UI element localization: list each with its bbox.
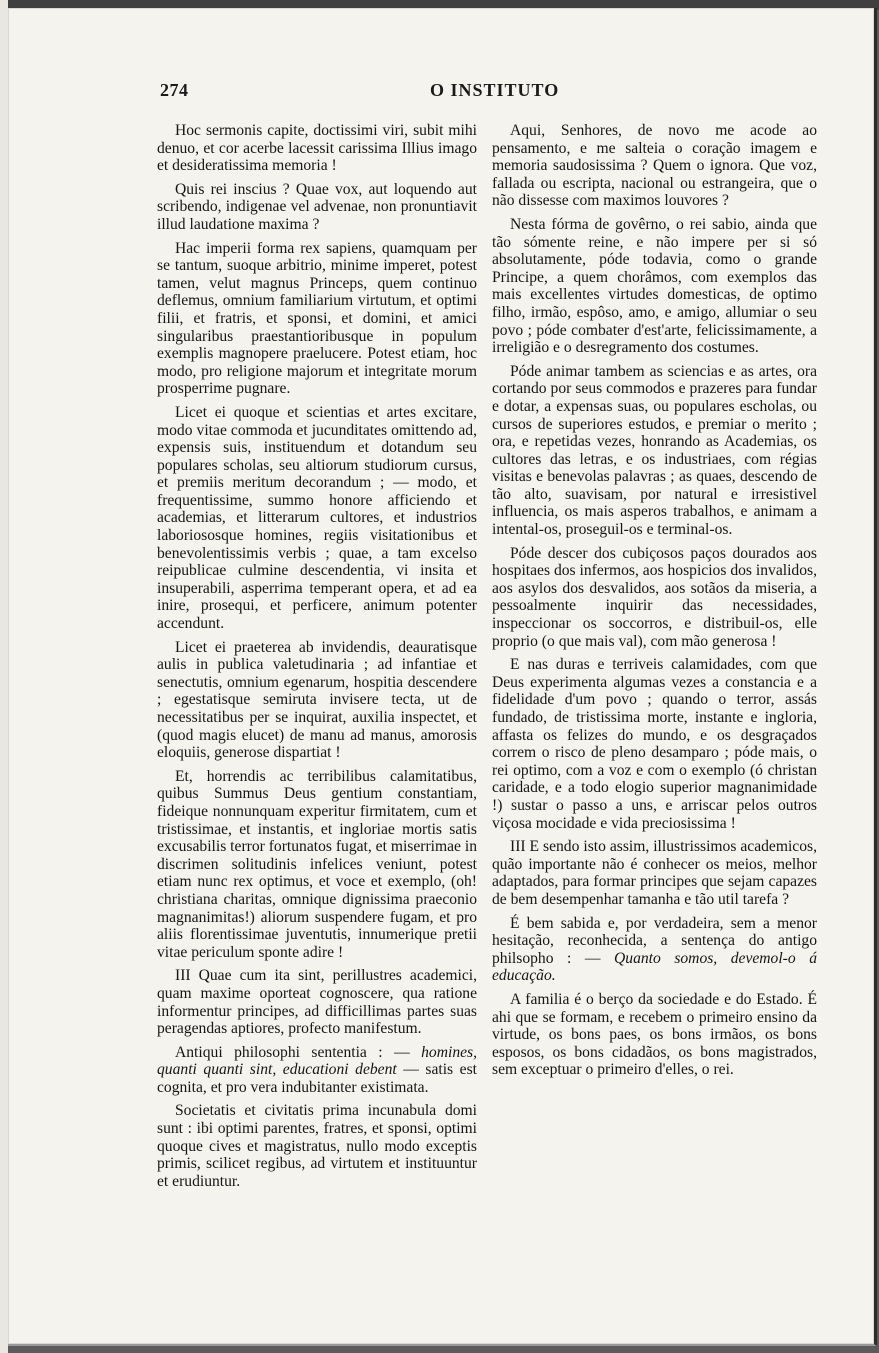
paragraph: Et, horrendis ac terribilibus calamitatibus, quibus Summus Deus gentium constantiam, fideique nonnunquam experitur firmitatem, cum et tristissimae, et instantis, et ingloriae mortis satis excusabilis terror fortunatos fugat, et miserrimae in discrimen solitudinis infelices veniunt, potest etiam nunc rex optimus, et voce et exemplo, (oh! christiana charitas, omnique dignissima praeconio magnanimitas!) aliorum suspendere fugam, et pro aliis florentissimae juventutis, innumerique pretii vitae periculum sponte adire ! [157,767,477,961]
paragraph: Aqui, Senhores, de novo me acode ao pensamento, e me salteia o coração imagem e memoria saudosissima ? Quem o ignora. Que voz, fallada ou escripta, nacional ou estrangeira, que o não dissesse com maximos louvores ? [492,122,817,210]
page-left-margin [0,0,8,1353]
paragraph: Nesta fórma de govêrno, o rei sabio, ainda que tão sómente reine, e não impere per si só absolutamente, póde todavia, como o grande Principe, a quem chorâmos, com exemplos das mais excellentes virtudes domesticas, de optimo filho, irmão, espôso, amo, e amigo, allumiar o seu povo ; póde combater d'est'arte, felicissimamente, a irreligião e o desregramento dos costumes. [492,215,817,357]
paragraph: A familia é o berço da sociedade e do Estado. É ahi que se formam, e recebem o primeiro ensino da virtude, os bons paes, os bons irmãos, os bons esposos, os bons cidadãos, os bons magistrados, sem exceptuar o primeiro d'elles, o rei. [492,990,817,1079]
paragraph: Quis rei inscius ? Quae vox, aut loquendo aut scribendo, indigenae vel advenae, non pronuntiavit illud laudatione maxima ? [157,180,477,233]
paragraph: Licet ei praeterea ab invidendis, deauratisque aulis in publica valetudinaria ; ad infantiae et senectutis, omnium egenarum, hospitia descendere ; egestatisque semiruta invisere tecta, ut de necessitatibus per se inquirat, auxilia inspectet, et (quod magis elucet) de manu ad manus, amorosis eloquiis, generose dispartiat ! [157,638,477,762]
paragraph: Licet ei quoque et scientias et artes excitare, modo vitae commoda et jucunditates omittendo ad, expensis suis, instituendum et dotandum seu populares scholas, seu altiorum studiorum cursus, et premiis meritum decorandum ; — modo, et frequentissime, summo honore afficiendo et academias, et litterarum cultores, et industrios laboriososque homines, regiis visitationibus et benevolentissimis verbis ; quae, a tam excelso reipublicae culmine descendentia, vi insita et insuperabili, asperrima temperant opera, et ad ea inire, prosequi, et perficere, animum potenter accendunt. [157,403,477,633]
paragraph: É bem sabida e, por verdadeira, sem a menor hesitação, reconhecida, a sentença do antigo philsopho : — Quanto somos, devemol-o á educação. [492,914,817,985]
running-head: O INSTITUTO [430,80,560,100]
paragraph: Póde animar tambem as sciencias e as artes, ora cortando por seus commodos e prazeres para fundar e dotar, a expensas suas, ou populares escholas, ou cursos de superiores estudos, e premiar o merito ; ora, e repetidas vezes, honrando as Academias, os cultores das letras, e os industriaes, com régias visitas e benevolas palavras ; as quaes, descendo de tão alto, suavisam, por natural e irresistivel influencia, os mais asperos trabalhos, e animam a intental-os, proseguil-os e terminal-os. [492,362,817,539]
paragraph: E nas duras e terriveis calamidades, com que Deus experimenta algumas vezes a constancia e a fidelidade d'um povo ; quando o terror, assás fundado, de tristissima morte, instante e ingloria, affasta os felizes do mundo, e os desgraçados correm o risco de pleno desamparo ; póde mais, o rei optimo, com a voz e com o exemplo (ó christan caridade, e a todo elogio superior magnanimidade !) sustar o passo a uns, e arriscar pelos outros viçosa mocidade e vida preciosissima ! [492,656,817,832]
paragraph: III Quae cum ita sint, perillustres academici, quam maxime oporteat cognoscere, qua ratione informentur principes, ad difficillimas partes suas peragendas aptiores, profecto manifestum. [157,967,477,1038]
paragraph: Societatis et civitatis prima incunabula domi sunt : ibi optimi parentes, fratres, et sponsi, optimi quoque cives et magistratus, nullo modo exceptis primis, scilicet regibus, ad virtutem et instituuntur et erudiuntur. [157,1102,477,1190]
paragraph: Póde descer dos cubiçosos paços dourados aos hospitaes dos infermos, aos hospicios dos invalidos, aos asylos dos desvalidos, aos sotãos da miseria, a pessoalmente inquirir das necessidades, inspeccionar os soccorros, e distribuil-os, elle proprio (o que mais val), com mão generosa ! [492,544,817,650]
portuguese-column [492,122,817,1085]
left-quote: homines, quanti quanti sint, educationi debent [157,1043,477,1079]
paragraph: Hoc sermonis capite, doctissimi viri, subit mihi denuo, et cor acerbe lacessit carissima Illius imago et desideratissima memoria ! [157,122,477,175]
paragraph: Antiqui philosophi sententia : — homines, quanti quanti sint, educationi debent — satis est cognita, et pro vera indubitanter existimata. [157,1043,477,1096]
page-number: 274 [160,80,189,100]
paragraph: III E sendo isto assim, illustrissimos academicos, quão importante não é conhecer os meios, melhor adaptados, para formar principes que sejam capazes de bem desempenhar tamanha e tão util tarefa ? [492,838,817,908]
right-quote: Quanto somos, devemol-o á educação. [492,949,817,985]
paragraph: Hac imperii forma rex sapiens, quamquam per se tantum, suoque arbitrio, minime imperet, potest tamen, velut magnus Princeps, quem continuo deflemus, omnium familiarium virtutum, et optimi filii, et fratris, et sponsi, et domini, et amici singularibus praestantioribusque in populum exemplis magnopere praelucere. Potest etiam, hoc modo, pro religione majorum et integritate morum prosperrime pugnare. [157,239,477,398]
latin-column [157,122,477,1196]
